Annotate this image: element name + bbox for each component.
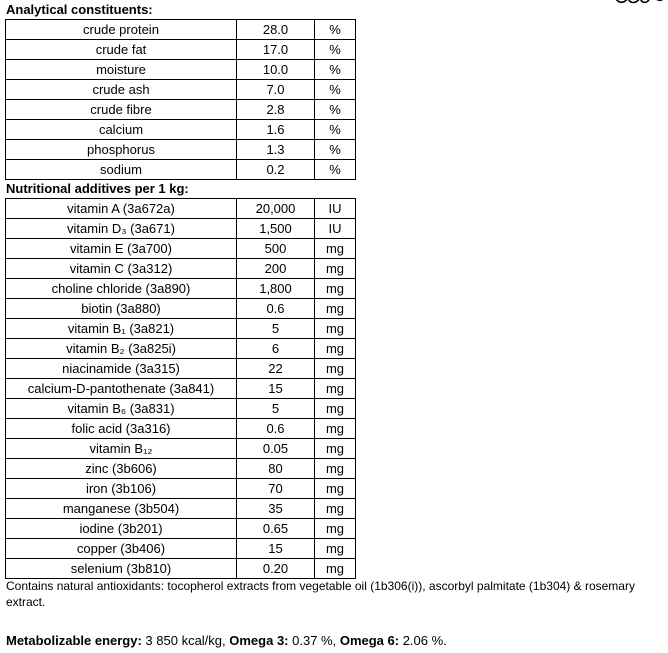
nutrient-name: calcium [6,120,237,140]
nutrient-value: 70 [237,479,315,499]
nutrient-unit: mg [315,439,356,459]
nutrient-name: biotin (3a880) [6,299,237,319]
nutrient-value: 500 [237,239,315,259]
nutrient-name: crude fibre [6,100,237,120]
table-row [6,120,356,140]
nutrient-name: selenium (3b810) [6,559,237,579]
nutrient-value: 6 [237,339,315,359]
nutrient-name: moisture [6,60,237,80]
nutrient-name: copper (3b406) [6,539,237,559]
nutrient-unit: % [315,40,356,60]
nutrient-value: 0.2 [237,160,315,180]
nutrient-unit: % [315,20,356,40]
table-row [6,539,356,559]
nutrient-value: 0.6 [237,419,315,439]
nutrient-value: 5 [237,399,315,419]
nutrient-unit: mg [315,479,356,499]
nutrient-unit: mg [315,319,356,339]
nutrient-name: vitamin B₂ (3a825i) [6,339,237,359]
nutrient-name: vitamin B₆ (3a831) [6,399,237,419]
nutrient-unit: mg [315,339,356,359]
nutrient-name: vitamin D₃ (3a671) [6,219,237,239]
nutrient-name: iron (3b106) [6,479,237,499]
nutrient-value: 80 [237,459,315,479]
table-row [6,299,356,319]
nutrient-value: 0.20 [237,559,315,579]
nutrient-name: crude protein [6,20,237,40]
nutrient-name: manganese (3b504) [6,499,237,519]
nutrient-unit: IU [315,219,356,239]
nutrient-name: zinc (3b606) [6,459,237,479]
table-row [6,359,356,379]
nutrient-unit: % [315,160,356,180]
nutrient-unit: mg [315,419,356,439]
nutrient-value: 5 [237,319,315,339]
nutrient-value: 35 [237,499,315,519]
nutrient-value: 200 [237,259,315,279]
nutrient-value: 0.65 [237,519,315,539]
omega3-value: 0.37 %, [288,633,340,648]
nutrient-value: 22 [237,359,315,379]
nutrient-name: sodium [6,160,237,180]
table-row [6,319,356,339]
nutrient-value: 1,800 [237,279,315,299]
nutrient-unit: % [315,60,356,80]
table-row [6,339,356,359]
table-row [6,519,356,539]
nutrient-value: 1,500 [237,219,315,239]
nutrient-unit: mg [315,539,356,559]
nutrient-name: choline chloride (3a890) [6,279,237,299]
nutrient-name: vitamin E (3a700) [6,239,237,259]
nutritional-additives-title: Nutritional additives per 1 kg: [6,181,189,196]
nutrient-unit: % [315,100,356,120]
nutrient-unit: mg [315,279,356,299]
table-row [6,279,356,299]
nutrient-name: folic acid (3a316) [6,419,237,439]
nutrient-unit: mg [315,459,356,479]
table-row [6,259,356,279]
omega6-label: Omega 6: [339,633,400,648]
nutrient-unit: IU [315,199,356,219]
nutrient-name: vitamin B₁₂ [6,439,237,459]
nutrient-name: vitamin B₁ (3a821) [6,319,237,339]
nutrient-value: 15 [237,539,315,559]
nutrient-name: niacinamide (3a315) [6,359,237,379]
nutrient-unit: mg [315,259,356,279]
nutrient-value: 7.0 [237,80,315,100]
table-row [6,439,356,459]
nutrient-name: crude fat [6,40,237,60]
nutrient-name: vitamin C (3a312) [6,259,237,279]
energy-line [6,632,662,650]
corner-script-fragment [610,0,668,10]
nutrient-name: iodine (3b201) [6,519,237,539]
nutrient-unit: mg [315,239,356,259]
table-row [6,20,356,40]
nutrient-name: crude ash [6,80,237,100]
table-row [6,559,356,579]
nutrient-value: 0.6 [237,299,315,319]
analytical-constituents-title: Analytical constituents: [6,2,153,17]
nutrient-value: 1.6 [237,120,315,140]
table-row [6,199,356,219]
energy-label: Metabolizable energy: [6,633,142,648]
nutrient-unit: mg [315,399,356,419]
nutrient-unit: % [315,120,356,140]
nutrient-unit: mg [315,379,356,399]
nutrient-value: 20,000 [237,199,315,219]
omega6-value: 2.06 %. [399,633,447,648]
table-row [6,499,356,519]
nutrient-value: 0.05 [237,439,315,459]
table-row [6,80,356,100]
nutrient-value: 15 [237,379,315,399]
nutrient-unit: % [315,140,356,160]
table-row [6,419,356,439]
table-row [6,239,356,259]
table-row [6,459,356,479]
omega3-label: Omega 3: [229,633,289,648]
table-row [6,100,356,120]
table-row [6,160,356,180]
nutrient-name: phosphorus [6,140,237,160]
table-row [6,479,356,499]
antioxidants-note: Contains natural antioxidants: tocopherol extracts from vegetable oil (1b306(i)), ascorbyl palmitate (1b304) & rosemary extract. [6,579,635,609]
table-row [6,40,356,60]
nutrient-unit: mg [315,499,356,519]
nutritional-additives-table [5,198,356,579]
analytical-constituents-table [5,19,356,180]
nutrient-value: 2.8 [237,100,315,120]
nutrient-value: 17.0 [237,40,315,60]
nutrient-unit: mg [315,519,356,539]
nutrient-name: calcium-D-pantothenate (3a841) [6,379,237,399]
table-row [6,140,356,160]
table-row [6,399,356,419]
nutrient-value: 10.0 [237,60,315,80]
nutrient-name: vitamin A (3a672a) [6,199,237,219]
table-row [6,379,356,399]
nutrient-unit: mg [315,559,356,579]
nutrient-value: 1.3 [237,140,315,160]
nutrient-unit: mg [315,299,356,319]
nutrient-unit: mg [315,359,356,379]
nutrient-value: 28.0 [237,20,315,40]
energy-value: 3 850 kcal/kg, [141,633,230,648]
table-row [6,60,356,80]
nutrient-unit: % [315,80,356,100]
table-row [6,219,356,239]
